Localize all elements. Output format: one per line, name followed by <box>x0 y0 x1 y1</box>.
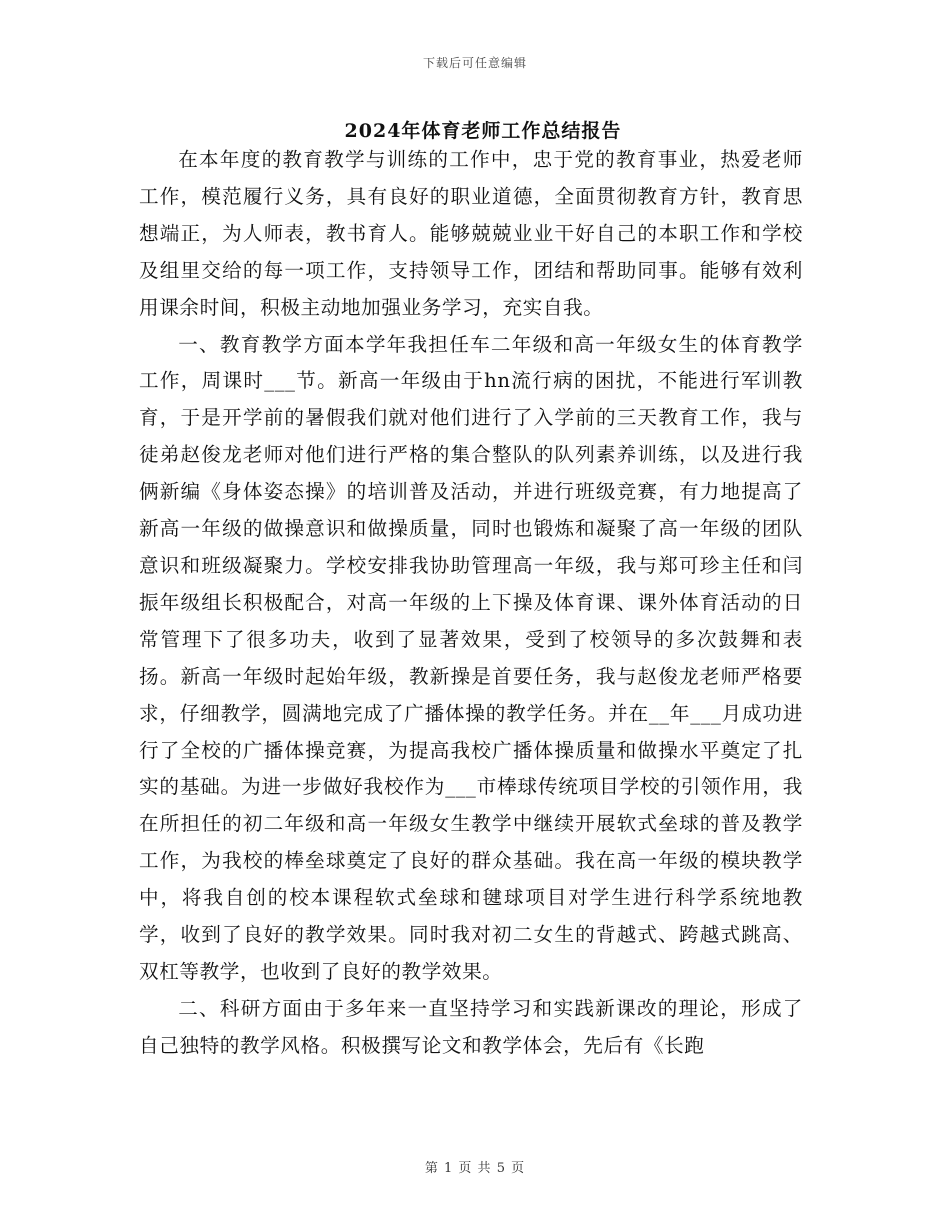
page-header-note: 下载后可任意编辑 <box>422 56 527 70</box>
document-body <box>139 142 803 1065</box>
paragraph-teaching: 一、教育教学方面本学年我担任车二年级和高一年级女生的体育教学工作，周课时___节。新高一年级由于hn流行病的困扰，不能进行军训教育，于是开学前的暑假我们就对他们进行了入学前的三天教育工作，我与徒弟赵俊龙老师对他们进行严格的集合整队的队列素养训练，以及进行我俩新编《身体姿态操》的培训普及活动，并进行班级竞赛，有力地提高了新高一年级的做操意识和做操质量，同时也锻炼和凝聚了高一年级的团队意识和班级凝聚力。学校安排我协助管理高一年级，我与郑可珍主任和闫振年级组长积极配合，对高一年级的上下操及体育课、课外体育活动的日常管理下了很多功夫，收到了显著效果，受到了校领导的多次鼓舞和表扬。新高一年级时起始年级，教新操是首要任务，我与赵俊龙老师严格要求，仔细教学，圆满地完成了广播体操的教学任务。并在__年___月成功进行了全校的广播体操竞赛，为提高我校广播体操质量和做操水平奠定了扎实的基础。为进一步做好我校作为___市棒球传统项目学校的引领作用，我在所担任的初二年级和高一年级女生教学中继续开展软式垒球的普及教学工作，为我校的棒垒球奠定了良好的群众基础。我在高一年级的模块教学中，将我自创的校本课程软式垒球和毽球项目对学生进行科学系统地教学，收到了良好的教学效果。同时我对初二女生的背越式、跨越式跳高、双杠等教学，也收到了良好的教学效果。 <box>139 332 803 983</box>
paragraph-research: 二、科研方面由于多年来一直坚持学习和实践新课改的理论，形成了自己独特的教学风格。积极撰写论文和教学体会，先后有《长跑 <box>139 996 803 1057</box>
document-title: 2024年体育老师工作总结报告 <box>344 120 622 142</box>
paragraph-intro: 在本年度的教育教学与训练的工作中，忠于党的教育事业，热爱老师工作，模范履行义务，具有良好的职业道德，全面贯彻教育方针，教育思想端正，为人师表，教书育人。能够兢兢业业干好自己的本职工作和学校及组里交给的每一项工作，支持领导工作，团结和帮助同事。能够有效利用课余时间，积极主动地加强业务学习，充实自我。 <box>139 148 803 319</box>
page-footer: 第 1 页 共 5 页 <box>424 1161 526 1176</box>
